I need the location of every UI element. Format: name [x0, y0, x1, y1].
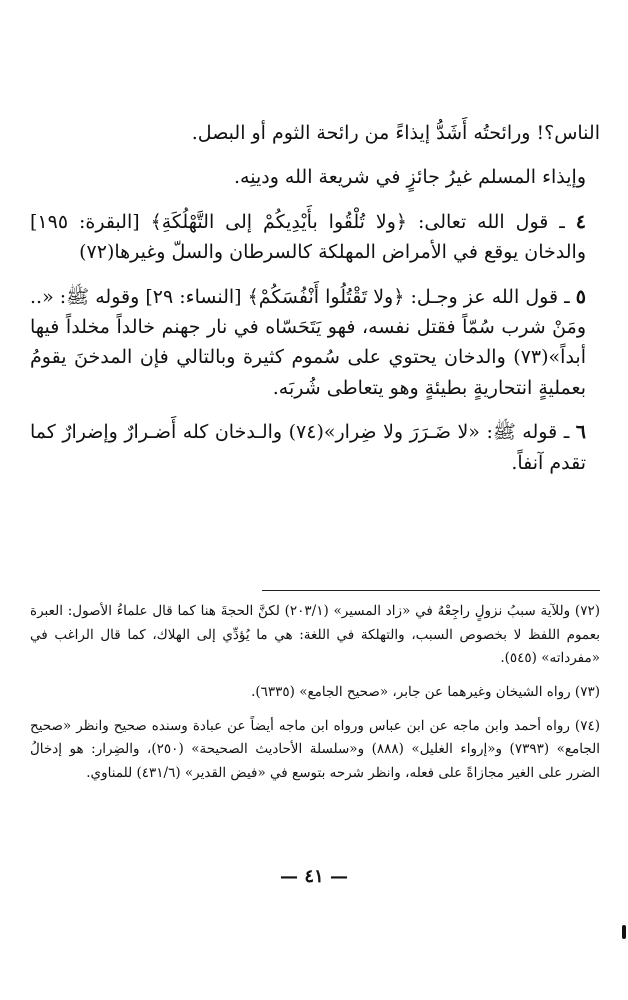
- paragraph-item6: [30, 417, 600, 478]
- paragraph-line1: الناس؟! ورائحتُه أَشَدُّ إيذاءً من رائحة الثوم أو البصل.: [191, 122, 600, 144]
- paragraph-line2: وإيذاء المسلم غيرُ جائزٍ في شريعة الله ودينِه.: [234, 166, 586, 189]
- item5-text: ـ قول الله عز وجـل: ﴿ولا تَقْتُلُوا أَنْفُسَكُمْ﴾ [النساء: ٢٩] وقوله ﷺ: «.. ومَنْ شرب سُمّاً فقتل نفسه، فهو يَتَحَسّاه في نار جهنم خالداً مخلداً فيها أبداً»(٧٣) والدخان يحتوي على سُموم كثيرة وبالتالي فإن المدخنَ يقومُ بعمليةٍ انتحاريةٍ بطيئةٍ وهو يتعاطى شُربَه.: [30, 285, 586, 399]
- page-number: — ٤١ —: [280, 866, 348, 887]
- paragraph-item5: [30, 282, 600, 404]
- item5-number: ٥: [575, 285, 586, 308]
- item4-number: ٤: [575, 210, 586, 233]
- item4-text: ـ قول الله تعالى: ﴿ولا تُلْقُوا بأَيْدِيكُمْ إلى التَّهْلُكَةِ﴾ [البقرة: ١٩٥] والدخان يوقع في الأمراض المهلكة كالسرطان والسلّ وغيرها(٧٢): [30, 210, 586, 264]
- main-text: [30, 118, 600, 492]
- footnote-72: (٧٢) وللآية سببُ نزولٍ راجِعْهُ في «زاد المسير» (٢٠٣/١) لكنَّ الحجةَ هنا كما قال علماءُ الأصول: العبرة بعموم اللفظ لا بخصوص السبب، والتهلكة في اللغة: هي ما يُؤدِّي إلى الهلاك، كما قال الراغب في «مفرداته» (٥٤٥).: [30, 603, 600, 667]
- footnote-74: (٧٤) رواه أحمد وابن ماجه عن ابن عباس ورواه ابن ماجه أيضاً عن عبادة وسنده صحيح وانظر «صحيح الجامع» (٧٣٩٣) و«إرواء الغليل» (٨٨٨) و«سلسلة الأحاديث الصحيحة» (٢٥٠)، والضِرار: هو إدخالُ الضرر على الغير مجازاةً على فعله، وانظر شرحه بتوسع في «فيض القدير» (٤٣١/٦) للمناوي.: [30, 717, 600, 781]
- edge-mark: [622, 925, 626, 939]
- paragraph-item4: [30, 207, 600, 268]
- footnote-divider: [262, 590, 600, 591]
- footnotes: [30, 600, 600, 795]
- item6-text: ـ قوله ﷺ: «لا ضَـرَرَ ولا ضِرار»(٧٤) والـدخان كله أَضـرارٌ وإضرارٌ كما تقدم آنفاً.: [30, 421, 586, 474]
- footnote-73: (٧٣) رواه الشيخان وغيرهما عن جابر، «صحيح الجامع» (٦٣٣٥).: [251, 683, 600, 700]
- item6-number: ٦: [575, 421, 586, 444]
